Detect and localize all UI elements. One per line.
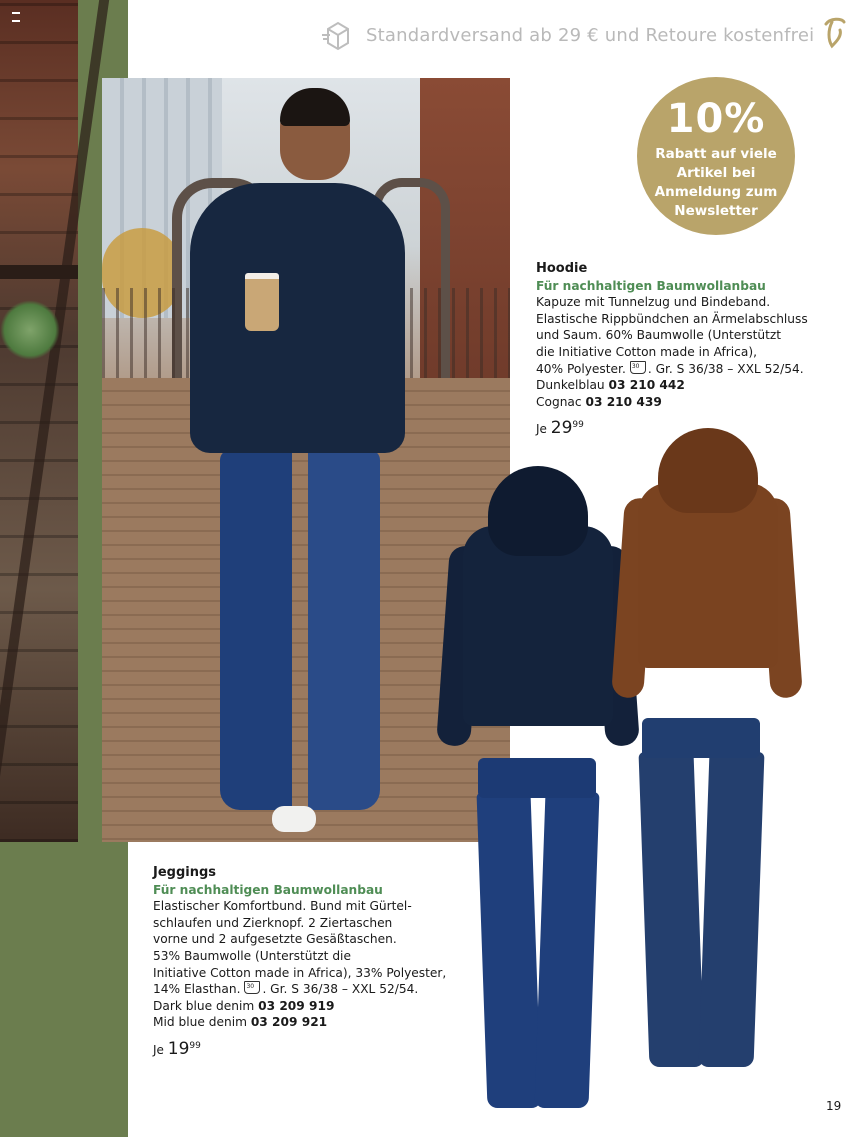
package-icon xyxy=(320,19,356,51)
variant-name: Dark blue denim xyxy=(153,998,255,1013)
variant-row xyxy=(153,998,446,1015)
newsletter-discount-badge[interactable] xyxy=(637,77,795,235)
left-bridge-photo xyxy=(0,0,78,842)
variant-name: Mid blue denim xyxy=(153,1015,247,1030)
desc-line: Initiative Cotton made in Africa), 33% Polyester, xyxy=(153,965,447,980)
desc-line: vorne und 2 aufgesetzte Gesäßtaschen. xyxy=(153,932,397,947)
desc-line: die Initiative Cotton made in Africa), xyxy=(536,344,757,359)
desc-fragment: 14% Elasthan. xyxy=(153,982,241,997)
price-prefix: Je xyxy=(536,422,547,437)
badge-percent: 10% xyxy=(666,96,766,142)
hoodie-cognac-image[interactable] xyxy=(618,428,796,700)
price-cents: 99 xyxy=(189,1040,201,1051)
jeggings-description xyxy=(153,865,446,1059)
product-title: Hoodie xyxy=(536,261,588,276)
desc-line: und Saum. 60% Baumwolle (Unterstützt xyxy=(536,328,782,343)
desc-line: Kapuze mit Tunnelzug und Bindeband. xyxy=(536,295,771,310)
desc-fragment: 40% Polyester. xyxy=(536,361,626,376)
shipping-text: Standardversand ab 29 € und Retoure kostenfrei xyxy=(366,24,815,46)
desc-line: Elastischer Komfortbund. Bund mit Gürtel- xyxy=(153,899,412,914)
desc-line xyxy=(536,361,808,378)
desc-line: schlaufen und Zierknopf. 2 Ziertaschen xyxy=(153,915,393,930)
product-subtitle: Für nachhaltigen Baumwollanbau xyxy=(153,882,383,897)
page-number: 19 xyxy=(826,1099,842,1113)
jeggings-mid-blue-image[interactable] xyxy=(642,718,762,1070)
desc-line xyxy=(153,981,446,998)
article-number: 03 210 439 xyxy=(585,394,662,409)
size-range: . Gr. S 36/38 – XXL 52/54. xyxy=(262,982,419,997)
shipping-header xyxy=(320,18,840,52)
hoodie-navy-image[interactable] xyxy=(443,466,633,751)
variant-name: Dunkelblau xyxy=(536,378,605,393)
article-number: 03 209 921 xyxy=(250,1015,328,1030)
variant-row xyxy=(153,1014,446,1031)
coffee-cup-icon xyxy=(245,273,279,331)
price-prefix: Je xyxy=(153,1042,164,1057)
hoodie-description xyxy=(536,261,808,438)
product-subtitle: Für nachhaltigen Baumwollanbau xyxy=(536,278,766,293)
price-main: 19 xyxy=(167,1038,190,1059)
price-main: 29 xyxy=(550,418,573,439)
article-number: 03 210 442 xyxy=(608,378,685,393)
badge-text: Rabatt auf viele Artikel bei Anmeldung zum Newsletter xyxy=(654,146,778,219)
article-number: 03 209 919 xyxy=(258,998,335,1013)
desc-line: 53% Baumwolle (Unterstützt die xyxy=(153,948,351,963)
product-title: Jeggings xyxy=(153,865,217,880)
jeggings-dark-blue-image[interactable] xyxy=(478,758,598,1110)
desc-line: Elastische Rippbündchen an Ärmelabschluss xyxy=(536,311,808,326)
brand-logo-icon xyxy=(822,16,846,50)
menu-mark-icon xyxy=(12,12,20,22)
size-range: . Gr. S 36/38 – XXL 52/54. xyxy=(647,361,804,376)
price-cents: 99 xyxy=(572,420,584,431)
wash-30-icon xyxy=(630,361,646,374)
variant-row xyxy=(536,377,808,394)
variant-name: Cognac xyxy=(536,394,582,409)
variant-row xyxy=(536,394,808,411)
wash-30-icon xyxy=(244,981,260,994)
price xyxy=(153,1038,446,1059)
